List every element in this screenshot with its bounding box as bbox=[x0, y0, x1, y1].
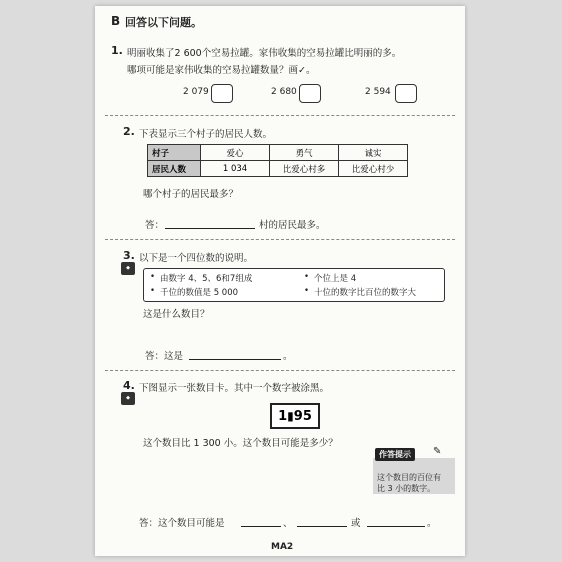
q3-answer-prefix: 答：这是 bbox=[145, 351, 184, 362]
q3-intro: 以下是一个四位数的说明。 bbox=[139, 253, 254, 264]
bullet-icon: • bbox=[304, 272, 310, 282]
hidden-digit: ▮ bbox=[287, 409, 294, 423]
q4-sep-2: 或 bbox=[351, 518, 361, 529]
table-row bbox=[148, 145, 408, 161]
card-digit-1: 1 bbox=[278, 409, 288, 424]
table-row bbox=[148, 161, 408, 177]
q1-option-2-checkbox[interactable] bbox=[299, 84, 321, 103]
hint-box bbox=[373, 458, 455, 494]
hint-label: 作答提示 bbox=[375, 448, 415, 461]
hint-line-1: 这个数目的百位有 bbox=[377, 473, 441, 482]
q4-answer-prefix: 答：这个数目可能是 bbox=[139, 518, 225, 529]
table-cell: 爱心 bbox=[201, 145, 270, 161]
q2-intro: 下表显示三个村子的居民人数。 bbox=[139, 129, 273, 140]
q4-intro: 下图显示一张数目卡。其中一个数字被涂黑。 bbox=[139, 383, 330, 394]
section-title: 回答以下问题。 bbox=[125, 16, 202, 29]
q4-answer-blank-1[interactable] bbox=[241, 526, 281, 527]
q1-option-1-label: 2 079 bbox=[183, 87, 209, 97]
hint-line-2: 比 3 小的数字。 bbox=[377, 484, 436, 493]
q2-question: 哪个村子的居民最多？ bbox=[143, 189, 239, 200]
table-cell: 诚实 bbox=[339, 145, 408, 161]
table-cell: 勇气 bbox=[270, 145, 339, 161]
q4-answer-blank-3[interactable] bbox=[367, 526, 425, 527]
q2-answer-blank[interactable] bbox=[165, 228, 255, 229]
bullet-icon: • bbox=[150, 286, 156, 296]
pencil-icon: ✎ bbox=[433, 446, 442, 457]
q4-answer-blank-2[interactable] bbox=[297, 526, 347, 527]
q3-answer-blank[interactable] bbox=[189, 359, 281, 360]
q1-option-3-checkbox[interactable] bbox=[395, 84, 417, 103]
q3-question: 这是什么数目？ bbox=[143, 309, 210, 320]
q2-answer-prefix: 答： bbox=[145, 220, 165, 231]
divider bbox=[105, 239, 455, 240]
reasoning-icon: ◆ bbox=[121, 392, 135, 405]
q4-number: 4. bbox=[123, 379, 135, 392]
number-clue-box bbox=[143, 268, 445, 302]
q1-number: 1. bbox=[111, 44, 123, 57]
q2-number: 2. bbox=[123, 125, 135, 138]
q4-sep-1: 、 bbox=[283, 518, 293, 529]
table-cell: 比爱心村少 bbox=[339, 161, 408, 177]
q2-answer-suffix: 村的居民最多。 bbox=[259, 220, 326, 231]
divider bbox=[105, 115, 455, 116]
q3-number: 3. bbox=[123, 249, 135, 262]
q1-line2: 哪项可能是家伟收集的空易拉罐数量？画✓。 bbox=[127, 65, 316, 76]
q4-question: 这个数目比 1 300 小。这个数目可能是多少？ bbox=[143, 438, 338, 449]
reasoning-icon: ◆ bbox=[121, 262, 135, 275]
q4-answer-suffix: 。 bbox=[427, 518, 437, 529]
bullet-icon: • bbox=[304, 286, 310, 296]
page-number: MA2 bbox=[271, 542, 294, 552]
number-card bbox=[270, 403, 320, 429]
section-letter: B bbox=[111, 14, 121, 28]
table-cell: 1 034 bbox=[201, 161, 270, 177]
q3-answer-suffix: 。 bbox=[283, 351, 293, 362]
table-cell: 比爱心村多 bbox=[270, 161, 339, 177]
workbook-page bbox=[95, 6, 465, 556]
table-cell: 村子 bbox=[148, 145, 201, 161]
q1-option-2-label: 2 680 bbox=[271, 87, 297, 97]
clue-4: 十位的数字比百位的数字大 bbox=[314, 288, 417, 298]
card-digits-rest: 95 bbox=[293, 409, 312, 424]
divider bbox=[105, 370, 455, 371]
q1-option-3-label: 2 594 bbox=[365, 87, 391, 97]
table-cell: 居民人数 bbox=[148, 161, 201, 177]
clue-1: 由数字 4、5、6和7组成 bbox=[160, 274, 253, 284]
q1-line1: 明丽收集了2 600个空易拉罐。家伟收集的空易拉罐比明丽的多。 bbox=[127, 48, 402, 59]
bullet-icon: • bbox=[150, 272, 156, 282]
clue-3: 千位的数值是 5 000 bbox=[160, 288, 239, 298]
village-table bbox=[147, 144, 408, 177]
clue-2: 个位上是 4 bbox=[314, 274, 357, 284]
q1-option-1-checkbox[interactable] bbox=[211, 84, 233, 103]
